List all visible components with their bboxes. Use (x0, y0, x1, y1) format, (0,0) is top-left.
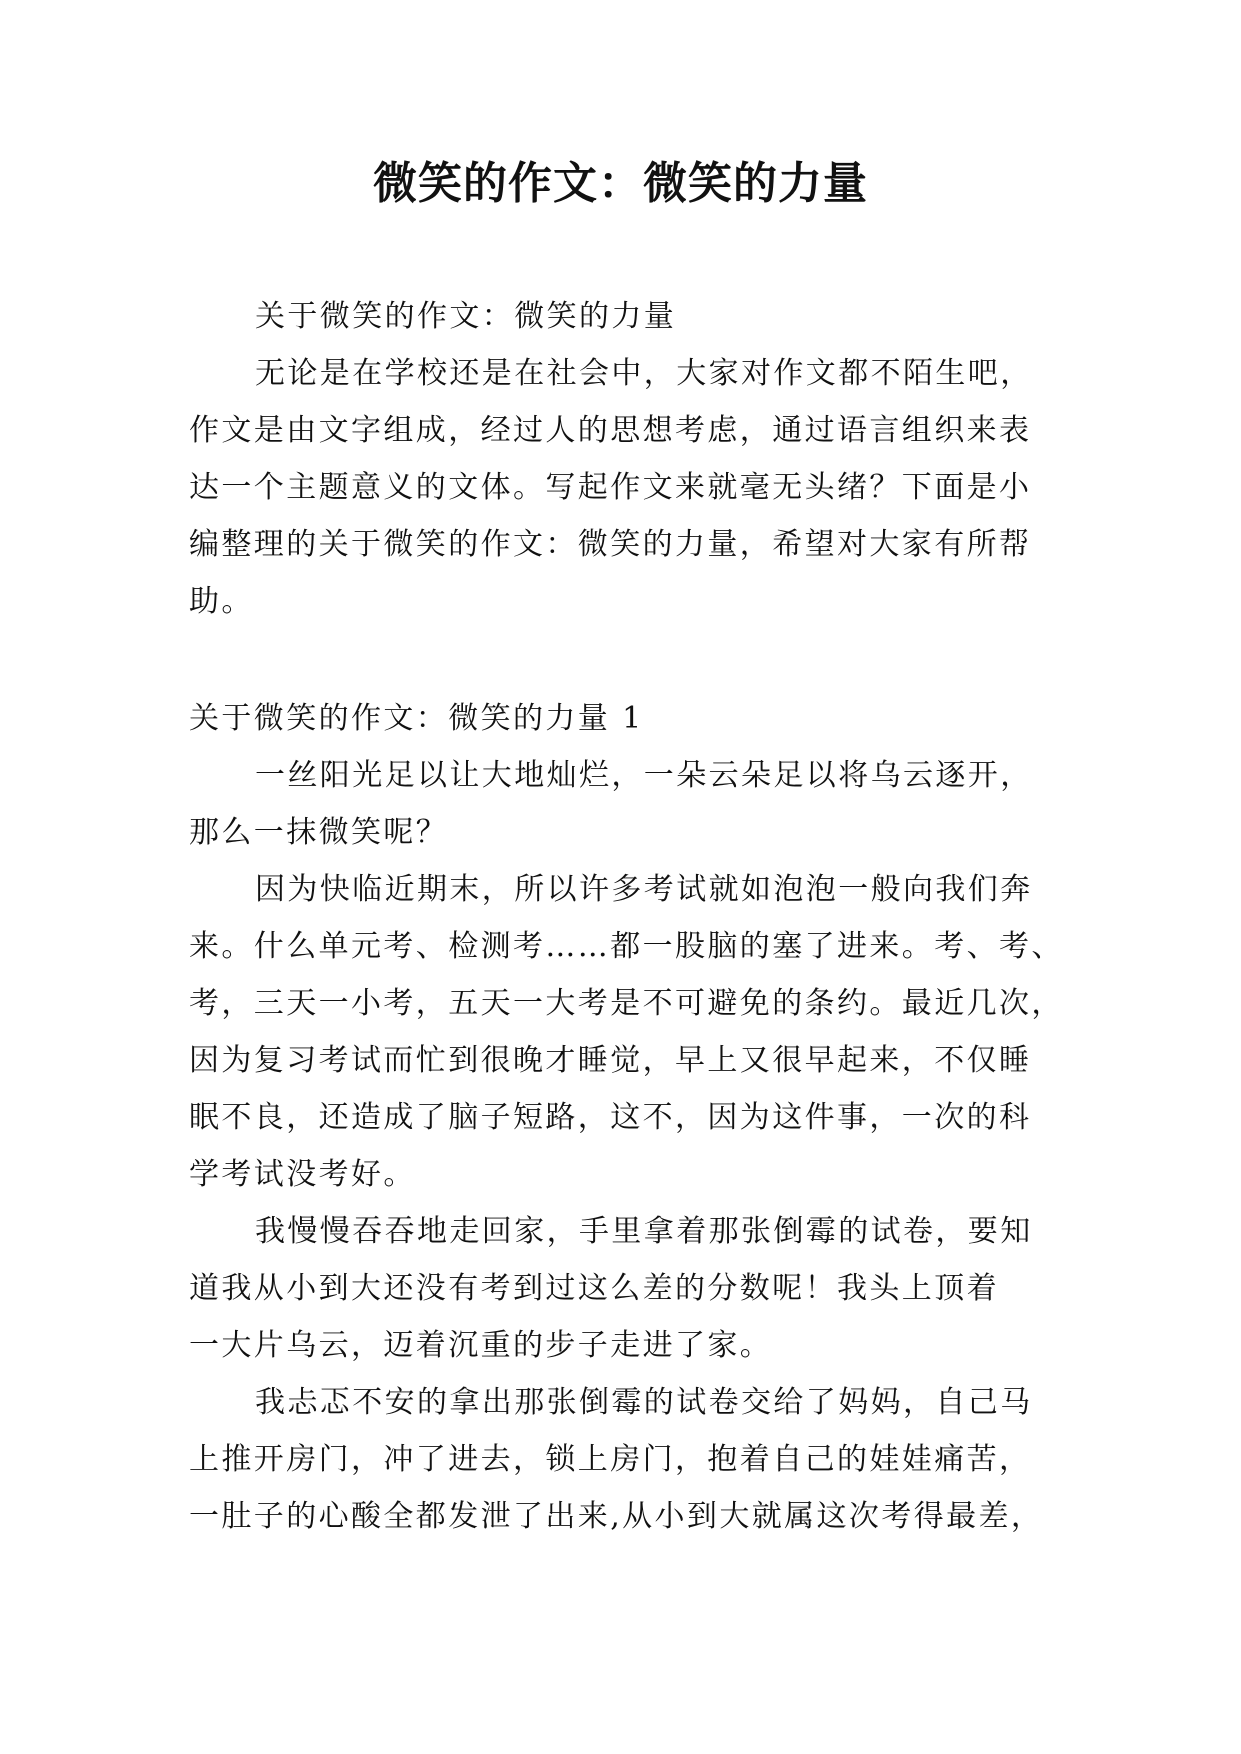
paragraph (189, 747, 1059, 861)
paragraph-line: 眠不良，还造成了脑子短路，这不，因为这件事，一次的科 (189, 1100, 1032, 1135)
section-spacer (189, 630, 1059, 690)
section-heading: 关于微笑的作文：微笑的力量 1 (189, 701, 644, 736)
paragraph-line: 助。 (189, 584, 254, 619)
paragraph-line: 道我从小到大还没有考到过这么差的分数呢！我头上顶着 (189, 1271, 999, 1306)
paragraph-line: 考，三天一小考，五天一大考是不可避免的条约。最近几次， (189, 986, 1064, 1021)
paragraph-line: 学考试没考好。 (189, 1157, 416, 1192)
paragraph (189, 1374, 1059, 1545)
paragraph-line: 达一个主题意义的文体。写起作文来就毫无头绪？下面是小 (189, 470, 1032, 505)
intro-heading: 关于微笑的作文：微笑的力量 (255, 299, 677, 334)
paragraph-line: 因为快临近期末，所以许多考试就如泡泡一般向我们奔 (255, 872, 1033, 907)
paragraph-line: 作文是由文字组成，经过人的思想考虑，通过语言组织来表 (189, 413, 1032, 448)
document-body (189, 288, 1064, 1545)
document-title: 微笑的作文：微笑的力量 (373, 158, 868, 209)
paragraph-line: 我忐忑不安的拿出那张倒霉的试卷交给了妈妈，自己马 (255, 1385, 1033, 1420)
paragraph-line: 上推开房门，冲了进去，锁上房门，抱着自己的娃娃痛苦， (189, 1442, 1032, 1477)
paragraph-line: 来。什么单元考、检测考……都一股脑的塞了进来。考、考、 (189, 929, 1064, 964)
paragraph-line: 一大片乌云，迈着沉重的步子走进了家。 (189, 1328, 773, 1363)
paragraph-line: 一丝阳光足以让大地灿烂，一朵云朵足以将乌云逐开， (255, 758, 1033, 793)
intro-paragraph (189, 345, 1059, 630)
paragraph (189, 861, 1064, 1203)
paragraph-line: 一肚子的心酸全都发泄了出来,从小到大就属这次考得最差， (189, 1499, 1044, 1534)
paragraph-line: 编整理的关于微笑的作文：微笑的力量，希望对大家有所帮 (189, 527, 1032, 562)
paragraph-line: 因为复习考试而忙到很晚才睡觉，早上又很早起来，不仅睡 (189, 1043, 1032, 1078)
paragraph-line: 我慢慢吞吞地走回家，手里拿着那张倒霉的试卷，要知 (255, 1214, 1033, 1249)
paragraph (189, 1203, 1059, 1374)
paragraph-line: 那么一抹微笑呢？ (189, 815, 449, 850)
paragraph-line: 无论是在学校还是在社会中，大家对作文都不陌生吧， (255, 356, 1033, 391)
